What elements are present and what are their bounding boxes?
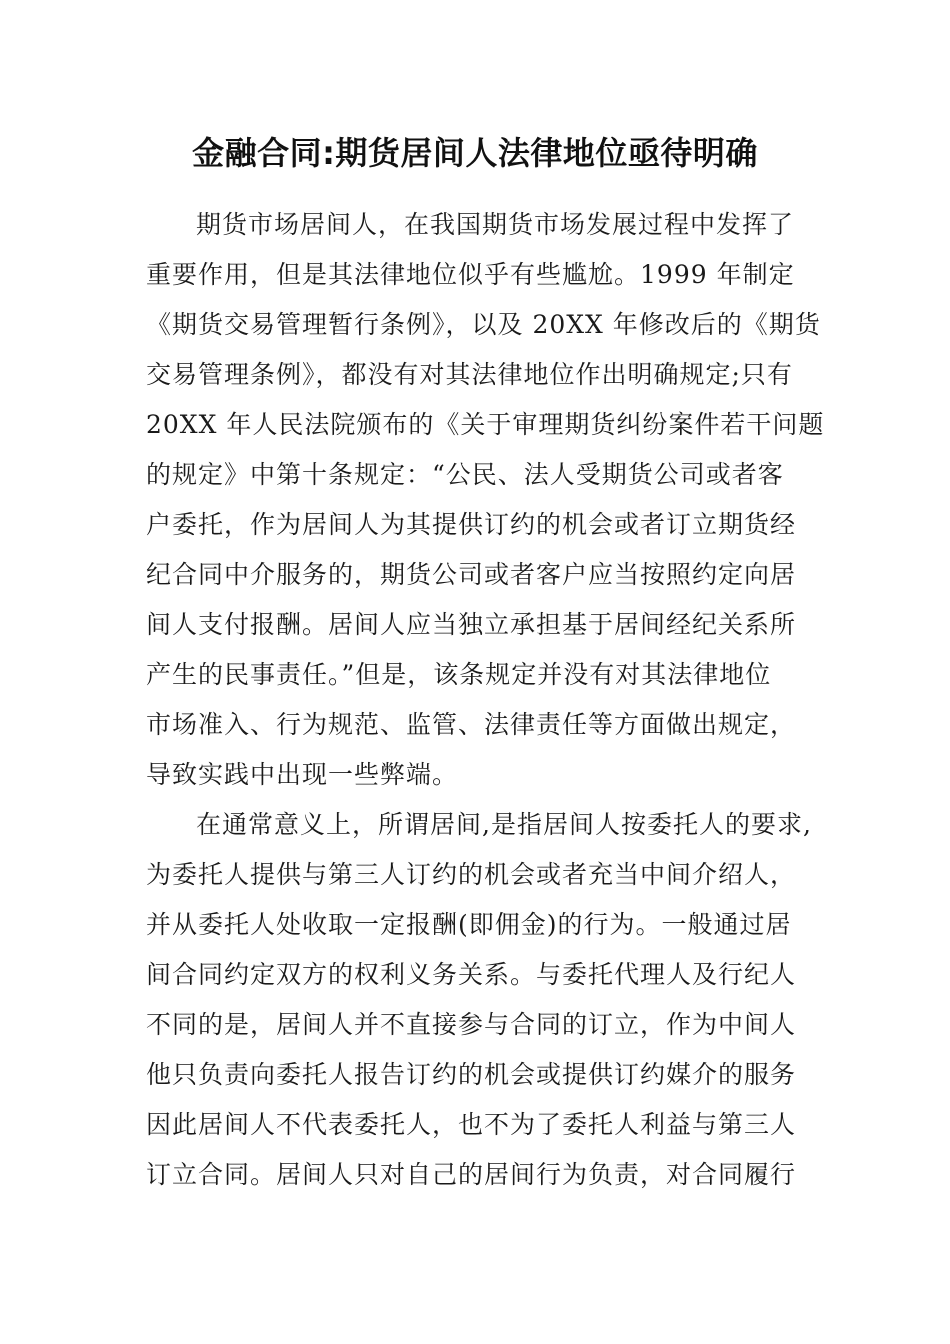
text-line: 并从委托人处收取一定报酬(即佣金)的行为。一般通过居 [146, 910, 792, 939]
text-line: 因此居间人不代表委托人，也不为了委托人利益与第三人 [146, 1110, 797, 1139]
text-line: 户委托，作为居间人为其提供订约的机会或者订立期货经 [146, 510, 797, 539]
paragraph-1 [146, 200, 826, 800]
text-line: 间人支付报酬。居间人应当独立承担基于居间经纪关系所 [146, 610, 797, 639]
text-line: 纪合同中介服务的，期货公司或者客户应当按照约定向居 [146, 560, 797, 589]
text-line: 不同的是，居间人并不直接参与合同的订立，作为中间人 [146, 1010, 797, 1039]
text-line: 《期货交易管理暂行条例》，以及 20XX 年修改后的《期货 [146, 310, 821, 339]
text-line: 产生的民事责任。”但是，该条规定并没有对其法律地位 [146, 660, 772, 689]
text-line: 20XX 年人民法院颁布的《关于审理期货纠纷案件若干问题 [146, 410, 825, 439]
text-line: 交易管理条例》，都没有对其法律地位作出明确规定;只有 [146, 360, 793, 389]
text-line: 在通常意义上，所谓居间,是指居间人按委托人的要求, [196, 810, 812, 839]
text-line: 期货市场居间人，在我国期货市场发展过程中发挥了 [196, 210, 795, 239]
text-line: 间合同约定双方的权利义务关系。与委托代理人及行纪人 [146, 960, 797, 989]
document-title: 金融合同:期货居间人法律地位亟待明确 [192, 134, 758, 172]
text-line: 的规定》中第十条规定：“公民、法人受期货公司或者客 [146, 460, 784, 489]
text-line: 订立合同。居间人只对自己的居间行为负责，对合同履行 [146, 1160, 797, 1189]
text-line: 导致实践中出现一些弊端。 [146, 760, 459, 789]
text-line: 重要作用，但是其法律地位似乎有些尴尬。1999 年制定 [146, 260, 795, 289]
paragraph-2 [146, 800, 826, 1200]
text-line: 他只负责向委托人报告订约的机会或提供订约媒介的服务 [146, 1060, 797, 1089]
document-body [146, 200, 826, 1200]
text-line: 市场准入、行为规范、监管、法律责任等方面做出规定， [146, 710, 797, 739]
text-line: 为委托人提供与第三人订约的机会或者充当中间介绍人， [146, 860, 797, 889]
